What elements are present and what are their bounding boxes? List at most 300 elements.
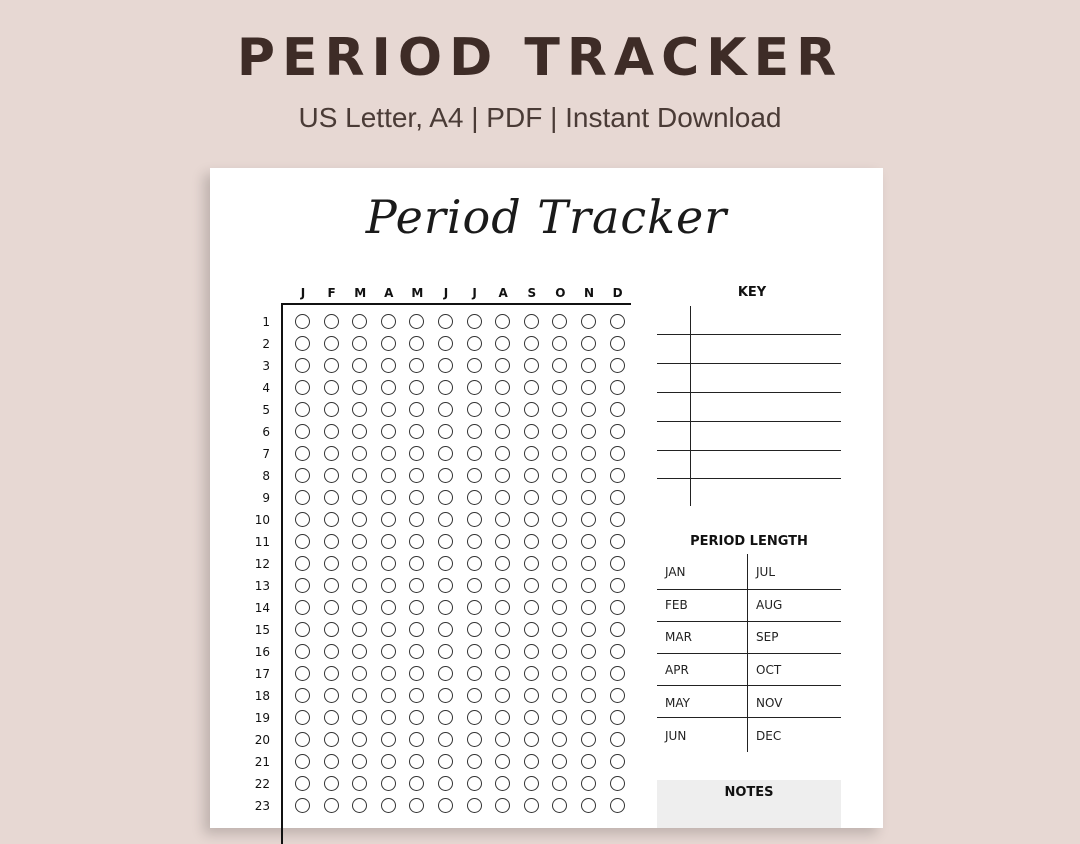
tracking-circle[interactable] (295, 622, 310, 637)
tracking-circle[interactable] (581, 622, 596, 637)
tracking-circle[interactable] (552, 468, 567, 483)
tracking-circle[interactable] (438, 556, 453, 571)
tracking-circle[interactable] (495, 314, 510, 329)
tracking-circle[interactable] (295, 336, 310, 351)
tracking-circle[interactable] (409, 512, 424, 527)
tracking-circle[interactable] (438, 754, 453, 769)
period-length-month: OCT (756, 663, 782, 677)
tracking-circle[interactable] (610, 600, 625, 615)
tracking-circle[interactable] (438, 446, 453, 461)
tracking-circle[interactable] (295, 512, 310, 527)
tracking-circle[interactable] (581, 710, 596, 725)
tracking-circle[interactable] (467, 358, 482, 373)
tracking-circle[interactable] (552, 798, 567, 813)
tracking-circle[interactable] (352, 446, 367, 461)
tracking-circle[interactable] (552, 600, 567, 615)
tracking-circle[interactable] (552, 688, 567, 703)
tracking-circle[interactable] (295, 578, 310, 593)
tracking-circle[interactable] (610, 358, 625, 373)
tracking-circle[interactable] (438, 424, 453, 439)
tracking-circle[interactable] (381, 732, 396, 747)
tracking-circle[interactable] (610, 402, 625, 417)
tracking-circle[interactable] (381, 578, 396, 593)
key-line (657, 450, 841, 451)
tracking-circle[interactable] (581, 446, 596, 461)
tracking-circle[interactable] (352, 468, 367, 483)
tracking-circle[interactable] (324, 578, 339, 593)
tracking-circle[interactable] (610, 754, 625, 769)
tracking-circle[interactable] (467, 556, 482, 571)
tracking-circle[interactable] (610, 336, 625, 351)
tracking-circle[interactable] (352, 644, 367, 659)
tracking-circle[interactable] (610, 710, 625, 725)
tracking-circle[interactable] (409, 490, 424, 505)
tracking-circle[interactable] (581, 380, 596, 395)
tracking-circle[interactable] (295, 600, 310, 615)
tracking-circle[interactable] (409, 402, 424, 417)
tracking-circle[interactable] (409, 754, 424, 769)
tracking-circle[interactable] (352, 424, 367, 439)
tracking-circle[interactable] (409, 666, 424, 681)
tracking-circle[interactable] (495, 490, 510, 505)
tracking-circle[interactable] (552, 336, 567, 351)
tracking-circle[interactable] (552, 424, 567, 439)
tracking-circle[interactable] (467, 776, 482, 791)
tracking-circle[interactable] (381, 644, 396, 659)
tracking-circle[interactable] (409, 622, 424, 637)
key-title: KEY (737, 285, 767, 300)
tracking-circle[interactable] (324, 446, 339, 461)
tracking-circle[interactable] (381, 600, 396, 615)
tracking-circle[interactable] (524, 380, 539, 395)
tracking-circle[interactable] (552, 732, 567, 747)
tracking-circle[interactable] (438, 600, 453, 615)
tracking-circle[interactable] (467, 446, 482, 461)
tracking-circle[interactable] (581, 732, 596, 747)
tracking-circle[interactable] (552, 578, 567, 593)
period-length-month: MAY (665, 696, 690, 710)
tracking-circle[interactable] (352, 512, 367, 527)
tracking-circle[interactable] (381, 622, 396, 637)
tracking-circle[interactable] (409, 798, 424, 813)
tracking-circle[interactable] (552, 754, 567, 769)
tracking-circle[interactable] (524, 446, 539, 461)
tracking-circle[interactable] (467, 732, 482, 747)
tracking-circle[interactable] (409, 534, 424, 549)
tracking-circle[interactable] (495, 446, 510, 461)
tracking-circle[interactable] (409, 732, 424, 747)
tracking-circle[interactable] (552, 380, 567, 395)
tracking-circle[interactable] (524, 402, 539, 417)
tracking-circle[interactable] (552, 556, 567, 571)
tracking-circle[interactable] (467, 688, 482, 703)
tracking-circle[interactable] (438, 380, 453, 395)
tracking-circle[interactable] (524, 798, 539, 813)
tracking-circle[interactable] (352, 600, 367, 615)
tracking-circle[interactable] (467, 622, 482, 637)
tracking-circle[interactable] (324, 556, 339, 571)
tracking-circle[interactable] (409, 314, 424, 329)
tracking-circle[interactable] (467, 468, 482, 483)
tracking-circle[interactable] (409, 446, 424, 461)
tracking-circle[interactable] (610, 688, 625, 703)
tracking-circle[interactable] (409, 358, 424, 373)
tracking-circle[interactable] (438, 336, 453, 351)
tracking-circle[interactable] (467, 490, 482, 505)
tracking-circle[interactable] (610, 380, 625, 395)
tracking-circle[interactable] (381, 556, 396, 571)
tracking-circle[interactable] (610, 534, 625, 549)
tracking-circle[interactable] (495, 754, 510, 769)
tracking-circle[interactable] (581, 358, 596, 373)
tracking-circle[interactable] (552, 446, 567, 461)
tracking-circle[interactable] (524, 710, 539, 725)
tracking-circle[interactable] (495, 578, 510, 593)
tracking-circle[interactable] (581, 490, 596, 505)
tracking-circle[interactable] (610, 556, 625, 571)
tracking-circle[interactable] (352, 798, 367, 813)
tracking-circle[interactable] (495, 336, 510, 351)
tracking-circle[interactable] (295, 402, 310, 417)
tracking-circle[interactable] (495, 512, 510, 527)
tracking-circle[interactable] (324, 798, 339, 813)
tracking-circle[interactable] (610, 446, 625, 461)
period-length-line (657, 589, 841, 590)
tracking-circle[interactable] (352, 534, 367, 549)
day-number: 11 (254, 535, 270, 549)
tracking-circle[interactable] (295, 490, 310, 505)
tracking-circle[interactable] (409, 556, 424, 571)
day-number: 3 (262, 359, 270, 373)
tracking-circle[interactable] (295, 754, 310, 769)
tracking-circle[interactable] (495, 534, 510, 549)
tracking-circle[interactable] (581, 424, 596, 439)
tracking-circle[interactable] (381, 358, 396, 373)
tracking-circle[interactable] (524, 622, 539, 637)
tracking-circle[interactable] (581, 534, 596, 549)
tracking-circle[interactable] (352, 358, 367, 373)
tracking-circle[interactable] (381, 666, 396, 681)
tracking-circle[interactable] (438, 512, 453, 527)
tracking-circle[interactable] (495, 798, 510, 813)
tracking-circle[interactable] (610, 732, 625, 747)
tracking-circle[interactable] (524, 644, 539, 659)
tracking-circle[interactable] (381, 402, 396, 417)
tracking-circle[interactable] (524, 534, 539, 549)
tracking-circle[interactable] (552, 490, 567, 505)
day-number: 6 (262, 425, 270, 439)
tracking-circle[interactable] (352, 732, 367, 747)
tracking-circle[interactable] (295, 556, 310, 571)
tracking-circle[interactable] (295, 314, 310, 329)
tracking-circle[interactable] (295, 798, 310, 813)
tracking-circle[interactable] (352, 402, 367, 417)
tracking-circle[interactable] (381, 336, 396, 351)
tracking-circle[interactable] (552, 512, 567, 527)
tracking-circle[interactable] (610, 798, 625, 813)
tracking-circle[interactable] (295, 710, 310, 725)
tracking-circle[interactable] (610, 314, 625, 329)
tracking-circle[interactable] (352, 688, 367, 703)
tracking-circle[interactable] (352, 622, 367, 637)
tracking-circle[interactable] (438, 732, 453, 747)
tracking-circle[interactable] (552, 534, 567, 549)
tracking-circle[interactable] (610, 622, 625, 637)
tracking-circle[interactable] (524, 314, 539, 329)
tracking-circle[interactable] (438, 534, 453, 549)
tracking-circle[interactable] (324, 622, 339, 637)
tracking-circle[interactable] (438, 578, 453, 593)
tracking-circle[interactable] (295, 688, 310, 703)
tracking-circle[interactable] (295, 358, 310, 373)
day-number: 2 (262, 337, 270, 351)
tracking-circle[interactable] (295, 732, 310, 747)
tracking-circle[interactable] (467, 754, 482, 769)
tracking-circle[interactable] (467, 314, 482, 329)
tracking-circle[interactable] (438, 688, 453, 703)
tracking-circle[interactable] (610, 468, 625, 483)
tracking-circle[interactable] (381, 710, 396, 725)
tracking-circle[interactable] (409, 776, 424, 791)
tracking-circle[interactable] (552, 314, 567, 329)
tracking-circle[interactable] (352, 490, 367, 505)
tracking-circle[interactable] (581, 556, 596, 571)
tracking-circle[interactable] (524, 468, 539, 483)
tracking-circle[interactable] (381, 688, 396, 703)
tracking-circle[interactable] (381, 754, 396, 769)
tracking-circle[interactable] (495, 600, 510, 615)
tracking-circle[interactable] (495, 402, 510, 417)
tracking-circle[interactable] (581, 688, 596, 703)
tracking-circle[interactable] (409, 380, 424, 395)
tracking-circle[interactable] (552, 666, 567, 681)
tracking-circle[interactable] (295, 666, 310, 681)
tracking-circle[interactable] (581, 666, 596, 681)
tracking-circle[interactable] (610, 490, 625, 505)
tracking-circle[interactable] (467, 600, 482, 615)
tracking-circle[interactable] (467, 512, 482, 527)
day-number: 13 (254, 579, 270, 593)
tracking-circle[interactable] (610, 776, 625, 791)
tracking-circle[interactable] (324, 358, 339, 373)
tracking-circle[interactable] (324, 314, 339, 329)
tracking-circle[interactable] (467, 424, 482, 439)
tracking-circle[interactable] (324, 490, 339, 505)
tracking-circle[interactable] (524, 490, 539, 505)
tracking-circle[interactable] (581, 578, 596, 593)
tracking-circle[interactable] (381, 534, 396, 549)
tracking-circle[interactable] (295, 424, 310, 439)
tracking-circle[interactable] (409, 336, 424, 351)
tracking-circle[interactable] (324, 534, 339, 549)
period-length-month: JUL (756, 565, 776, 579)
tracking-circle[interactable] (581, 512, 596, 527)
tracking-circle[interactable] (524, 732, 539, 747)
tracking-circle[interactable] (610, 644, 625, 659)
tracking-circle[interactable] (381, 468, 396, 483)
tracking-circle[interactable] (581, 600, 596, 615)
tracking-circle[interactable] (352, 710, 367, 725)
tracking-circle[interactable] (409, 600, 424, 615)
notes-title: NOTES (724, 785, 774, 800)
key-line (657, 363, 841, 364)
tracking-circle[interactable] (438, 622, 453, 637)
tracking-circle[interactable] (495, 468, 510, 483)
tracking-circle[interactable] (581, 754, 596, 769)
month-header: D (612, 286, 623, 300)
tracking-circle[interactable] (438, 776, 453, 791)
tracking-circle[interactable] (581, 776, 596, 791)
tracking-circle[interactable] (524, 336, 539, 351)
tracking-circle[interactable] (324, 754, 339, 769)
tracking-circle[interactable] (495, 556, 510, 571)
tracking-circle[interactable] (352, 578, 367, 593)
tracking-circle[interactable] (352, 336, 367, 351)
tracking-circle[interactable] (438, 468, 453, 483)
tracking-circle[interactable] (324, 732, 339, 747)
tracking-circle[interactable] (295, 446, 310, 461)
tracking-circle[interactable] (467, 578, 482, 593)
tracking-circle[interactable] (495, 644, 510, 659)
tracking-circle[interactable] (495, 732, 510, 747)
tracking-circle[interactable] (581, 336, 596, 351)
tracking-circle[interactable] (467, 710, 482, 725)
tracking-circle[interactable] (352, 314, 367, 329)
tracking-circle[interactable] (381, 512, 396, 527)
tracking-circle[interactable] (524, 600, 539, 615)
period-length-month: NOV (756, 696, 783, 710)
tracking-circle[interactable] (495, 710, 510, 725)
tracking-circle[interactable] (467, 534, 482, 549)
tracking-circle[interactable] (610, 512, 625, 527)
tracking-circle[interactable] (524, 556, 539, 571)
key-line (657, 478, 841, 479)
tracking-circle[interactable] (438, 314, 453, 329)
tracking-circle[interactable] (324, 402, 339, 417)
tracking-circle[interactable] (581, 644, 596, 659)
tracking-circle[interactable] (524, 358, 539, 373)
tracking-circle[interactable] (467, 644, 482, 659)
tracking-circle[interactable] (352, 556, 367, 571)
tracking-circle[interactable] (610, 424, 625, 439)
tracking-circle[interactable] (524, 688, 539, 703)
tracking-circle[interactable] (495, 622, 510, 637)
period-length-month: JUN (665, 729, 687, 743)
tracking-circle[interactable] (295, 534, 310, 549)
tracking-circle[interactable] (381, 424, 396, 439)
tracking-circle[interactable] (438, 666, 453, 681)
tracking-circle[interactable] (324, 512, 339, 527)
tracking-circle[interactable] (352, 754, 367, 769)
tracking-circle[interactable] (324, 776, 339, 791)
tracking-circle[interactable] (381, 314, 396, 329)
tracking-circle[interactable] (467, 380, 482, 395)
tracking-circle[interactable] (610, 666, 625, 681)
tracking-circle[interactable] (324, 666, 339, 681)
tracking-circle[interactable] (467, 666, 482, 681)
tracking-circle[interactable] (524, 512, 539, 527)
tracking-circle[interactable] (295, 776, 310, 791)
month-header: O (555, 286, 566, 300)
tracking-circle[interactable] (495, 666, 510, 681)
tracking-circle[interactable] (409, 644, 424, 659)
tracking-circle[interactable] (324, 336, 339, 351)
tracking-circle[interactable] (381, 446, 396, 461)
tracking-circle[interactable] (495, 424, 510, 439)
tracking-circle[interactable] (524, 776, 539, 791)
tracking-circle[interactable] (467, 402, 482, 417)
tracking-circle[interactable] (495, 688, 510, 703)
tracking-circle[interactable] (324, 688, 339, 703)
tracking-circle[interactable] (438, 358, 453, 373)
tracking-circle[interactable] (438, 798, 453, 813)
day-number: 5 (262, 403, 270, 417)
tracking-circle[interactable] (552, 402, 567, 417)
tracking-circle[interactable] (352, 776, 367, 791)
tracking-circle[interactable] (295, 644, 310, 659)
tracking-circle[interactable] (581, 402, 596, 417)
tracking-circle[interactable] (409, 578, 424, 593)
tracking-circle[interactable] (495, 358, 510, 373)
tracking-circle[interactable] (552, 644, 567, 659)
tracking-circle[interactable] (581, 314, 596, 329)
tracking-circle[interactable] (581, 798, 596, 813)
tracking-circle[interactable] (438, 710, 453, 725)
tracking-circle[interactable] (352, 380, 367, 395)
tracking-circle[interactable] (495, 776, 510, 791)
day-number: 20 (254, 733, 270, 747)
tracking-circle[interactable] (552, 358, 567, 373)
tracking-circle[interactable] (324, 644, 339, 659)
tracking-circle[interactable] (524, 666, 539, 681)
tracking-circle[interactable] (524, 424, 539, 439)
tracking-circle[interactable] (438, 402, 453, 417)
tracking-circle[interactable] (409, 424, 424, 439)
tracking-circle[interactable] (352, 666, 367, 681)
tracking-circle[interactable] (381, 380, 396, 395)
tracking-circle[interactable] (467, 798, 482, 813)
tracking-circle[interactable] (409, 688, 424, 703)
tracking-circle[interactable] (324, 424, 339, 439)
tracking-circle[interactable] (324, 468, 339, 483)
tracking-circle[interactable] (295, 468, 310, 483)
tracking-circle[interactable] (381, 798, 396, 813)
tracking-circle[interactable] (552, 776, 567, 791)
tracking-circle[interactable] (438, 644, 453, 659)
tracking-circle[interactable] (610, 578, 625, 593)
tracking-circle[interactable] (381, 490, 396, 505)
tracking-circle[interactable] (438, 490, 453, 505)
day-number: 21 (254, 755, 270, 769)
tracking-circle[interactable] (552, 622, 567, 637)
tracking-circle[interactable] (524, 578, 539, 593)
tracking-circle[interactable] (324, 710, 339, 725)
tracking-circle[interactable] (409, 710, 424, 725)
tracking-circle[interactable] (467, 336, 482, 351)
tracking-circle[interactable] (552, 710, 567, 725)
sheet-title: Period Tracker (365, 190, 728, 244)
month-header: F (327, 286, 336, 300)
tracking-circle[interactable] (524, 754, 539, 769)
tracking-circle[interactable] (295, 380, 310, 395)
tracking-circle[interactable] (381, 776, 396, 791)
period-length-line (657, 653, 841, 654)
tracking-circle[interactable] (324, 600, 339, 615)
tracking-circle[interactable] (324, 380, 339, 395)
tracking-circle[interactable] (495, 380, 510, 395)
tracking-circle[interactable] (581, 468, 596, 483)
tracking-circle[interactable] (409, 468, 424, 483)
